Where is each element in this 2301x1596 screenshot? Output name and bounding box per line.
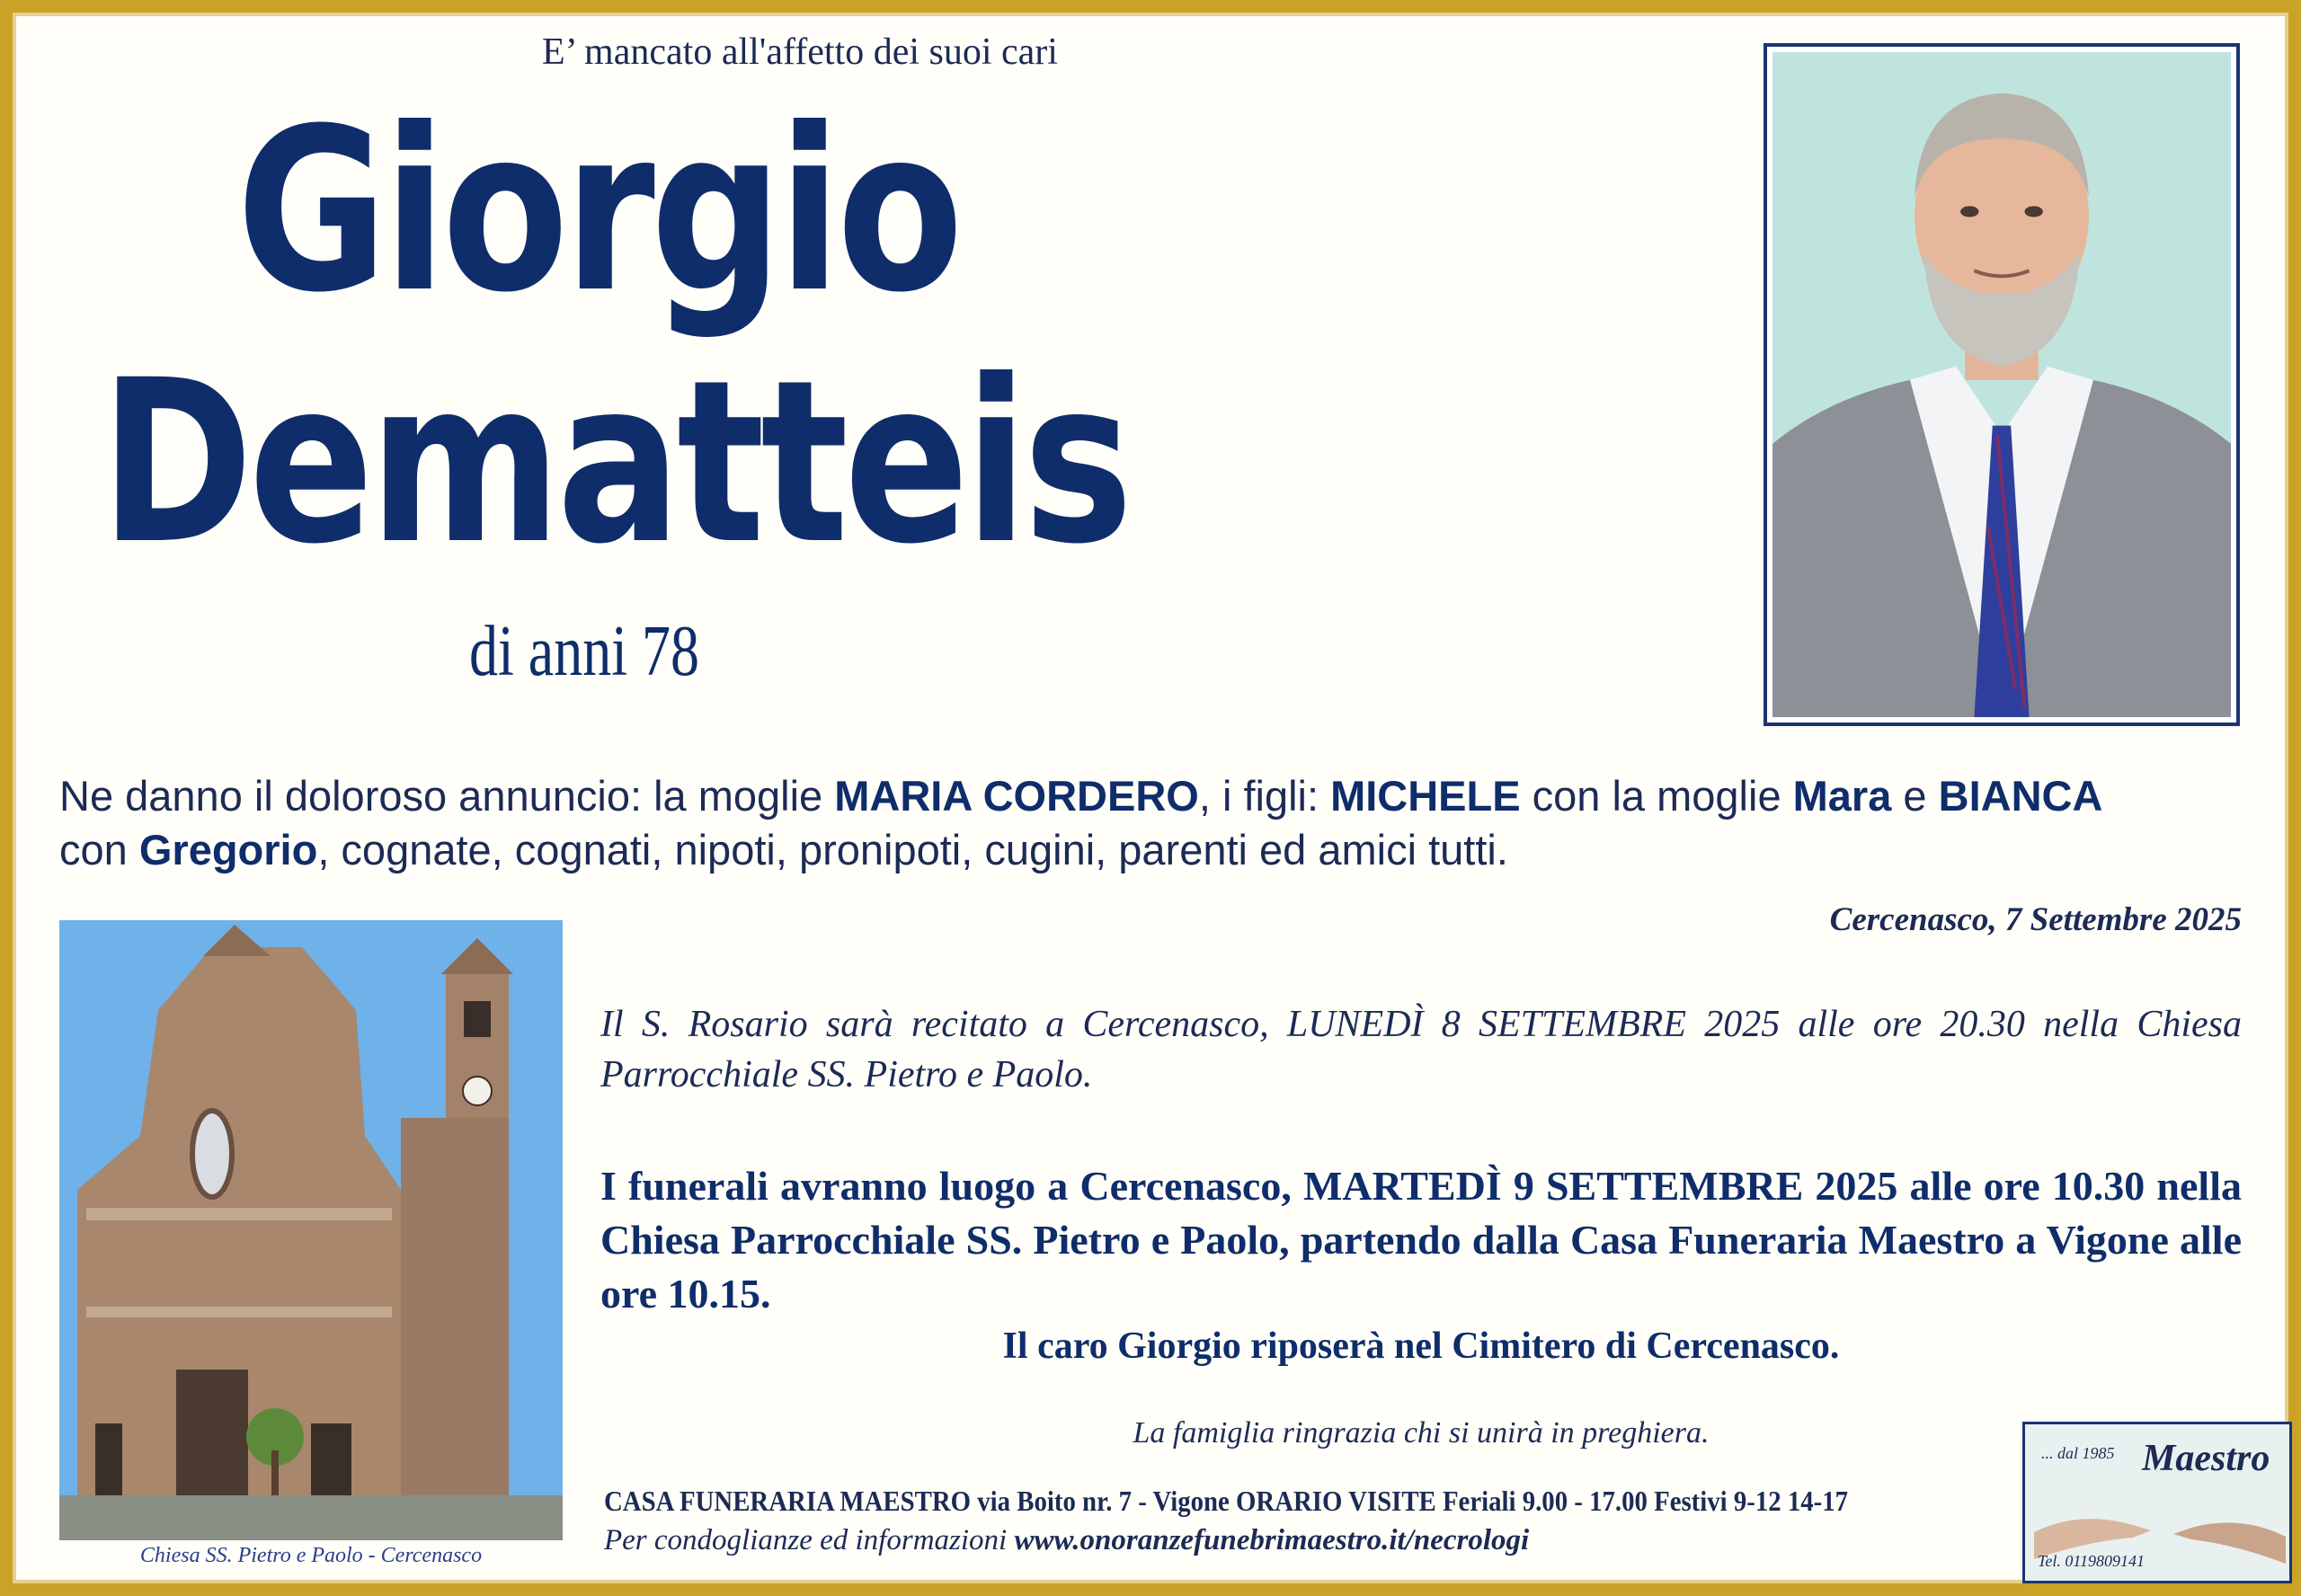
logo-since: ... dal 1985 [2041, 1444, 2115, 1462]
condolences-label: Per condoglianze ed informazioni [604, 1524, 1015, 1556]
announcement-part: , cognate, cognati, nipoti, pronipoti, cugini, parenti ed amici tutti. [317, 826, 1508, 873]
deceased-first-name: Giorgio [236, 80, 959, 341]
son-name: MICHELE [1330, 772, 1521, 820]
rosary-notice: Il S. Rosario sarà recitato a Cercenasco, LUNEDÌ 8 SETTEMBRE 2025 alle ore 20.30 nella Chiesa Parrocchiale SS. Pietro e Paolo. [600, 1004, 2242, 1095]
wife-name: MARIA CORDERO [834, 772, 1199, 820]
funeral-home-info: CASA FUNERARIA MAESTRO via Boito nr. 7 - Vigone ORARIO VISITE Feriali 9.00 - 17.00 Festivi 9-12 14-17 [604, 1485, 1849, 1517]
announcement-part: , i figli: [1198, 772, 1331, 820]
portrait-photo [1772, 52, 2231, 717]
logo-phone: Tel. 0119809141 [2038, 1552, 2146, 1570]
church-photo [59, 920, 563, 1540]
church-illustration [59, 920, 563, 1540]
son-wife-name: Mara [1792, 772, 1892, 820]
daughter-name: BIANCA [1938, 772, 2103, 820]
church-caption: Chiesa SS. Pietro e Paolo - Cercenasco [139, 1544, 483, 1567]
portrait-illustration [1772, 52, 2231, 717]
announcement-part: e [1891, 772, 1939, 820]
funeral-notice: I funerali avranno luogo a Cercenasco, MARTEDÌ 9 SETTEMBRE 2025 alle ore 10.30 nella Chiesa Parrocchiale SS. Pietro e Paolo, partendo dalla Casa Funeraria Maestro a Vigone alle ore 10.15. [600, 1163, 2242, 1317]
family-thanks: La famiglia ringrazia chi si unirà in preghiera. [1133, 1416, 1710, 1450]
website-link[interactable]: www.onoranzefunebrimaestro.it/necrologi [1014, 1524, 1530, 1556]
announcement-part: Ne danno il doloroso annuncio: la moglie [59, 772, 835, 820]
announcement-part: con la moglie [1520, 772, 1793, 820]
deceased-age: di anni 78 [469, 612, 699, 691]
logo-name: Maestro [2142, 1438, 2270, 1479]
announcement-part: con [59, 826, 139, 873]
funeral-home-logo [2022, 1422, 2292, 1583]
deceased-portrait [1764, 43, 2240, 726]
burial-notice: Il caro Giorgio riposerà nel Cimitero di Cercenasco. [1002, 1326, 1840, 1367]
place-date: Cercenasco, 7 Settembre 2025 [1829, 901, 2242, 938]
deceased-last-name: Dematteis [100, 332, 1129, 593]
daughter-partner-name: Gregorio [138, 826, 318, 873]
intro-text: E’ mancato all'affetto dei suoi cari [542, 31, 1058, 73]
condolences-info [604, 1524, 2024, 1557]
announcement-text [59, 769, 2243, 877]
